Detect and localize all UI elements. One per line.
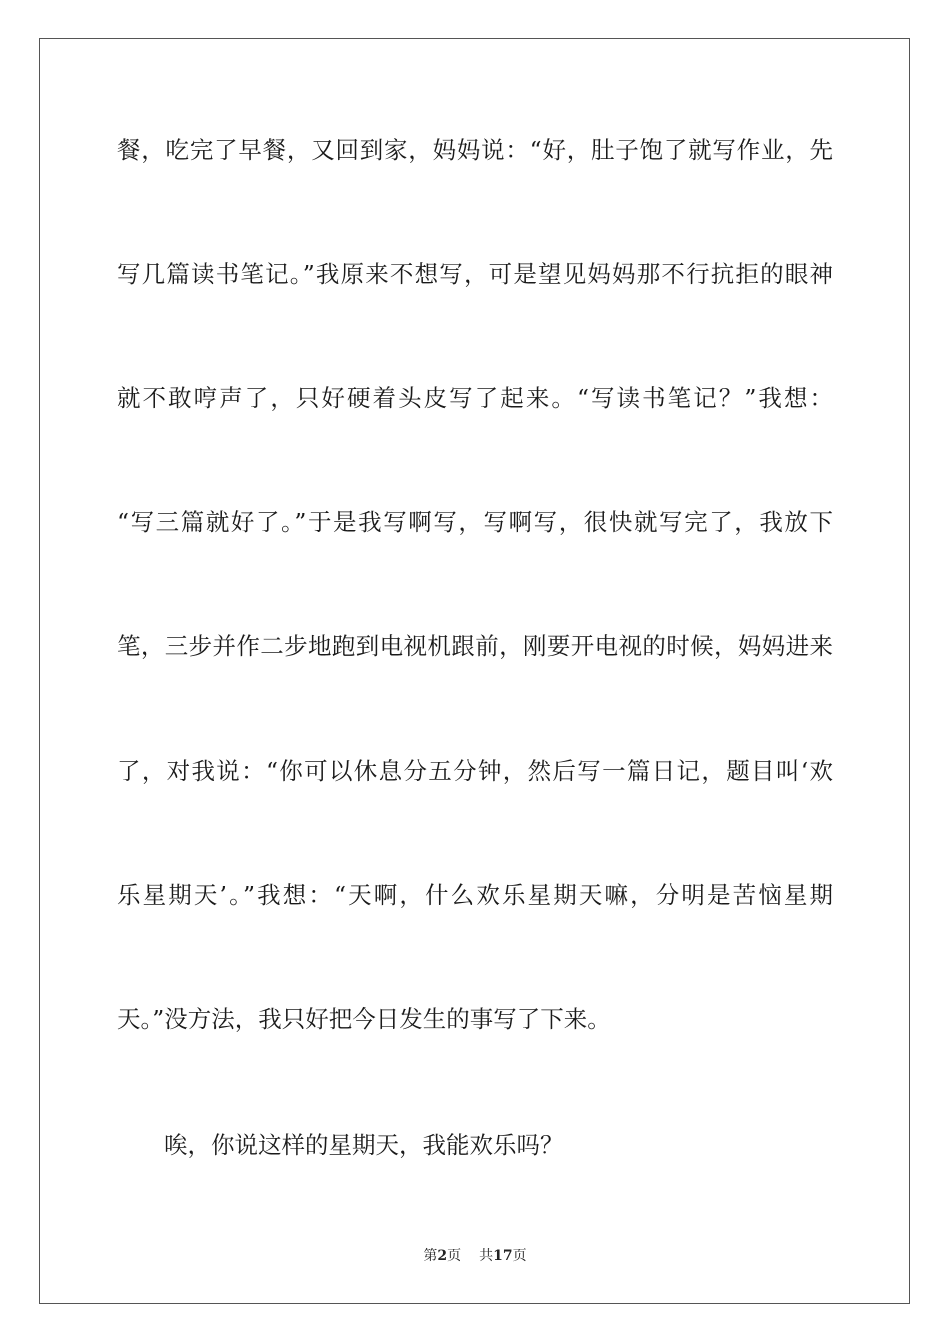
body-line-1: 餐，吃完了早餐，又回到家，妈妈说：“好，肚子饱了就写作业，先 <box>117 136 833 164</box>
page-prefix: 第 <box>423 1248 438 1264</box>
closing-paragraph: 唉，你说这样的星期天，我能欢乐吗？ <box>164 1131 564 1159</box>
body-line-5: 笔，三步并作二步地跑到电视机跟前，刚要开电视的时候，妈妈进来 <box>117 632 833 660</box>
total-prefix: 共 <box>479 1248 494 1264</box>
body-line-7: 乐星期天’。”我想：“天啊，什么欢乐星期天嘛，分明是苦恼星期 <box>117 881 833 909</box>
page-border <box>39 38 910 1304</box>
page-number: 2 <box>437 1248 448 1264</box>
body-line-4: “写三篇就好了。”于是我写啊写，写啊写，很快就写完了，我放下 <box>117 508 833 536</box>
page-suffix: 页 <box>447 1248 462 1264</box>
body-line-3: 就不敢哼声了，只好硬着头皮写了起来。“写读书笔记？”我想： <box>117 384 833 412</box>
page-footer <box>0 1245 950 1265</box>
total-pages: 17 <box>493 1248 513 1264</box>
body-line-8: 天。”没方法，我只好把今日发生的事写了下来。 <box>117 1005 611 1033</box>
body-line-2: 写几篇读书笔记。”我原来不想写，可是望见妈妈那不行抗拒的眼神 <box>117 260 833 288</box>
body-line-6: 了，对我说：“你可以休息分五分钟，然后写一篇日记，题目叫‘欢 <box>117 757 833 785</box>
total-suffix: 页 <box>512 1248 527 1264</box>
